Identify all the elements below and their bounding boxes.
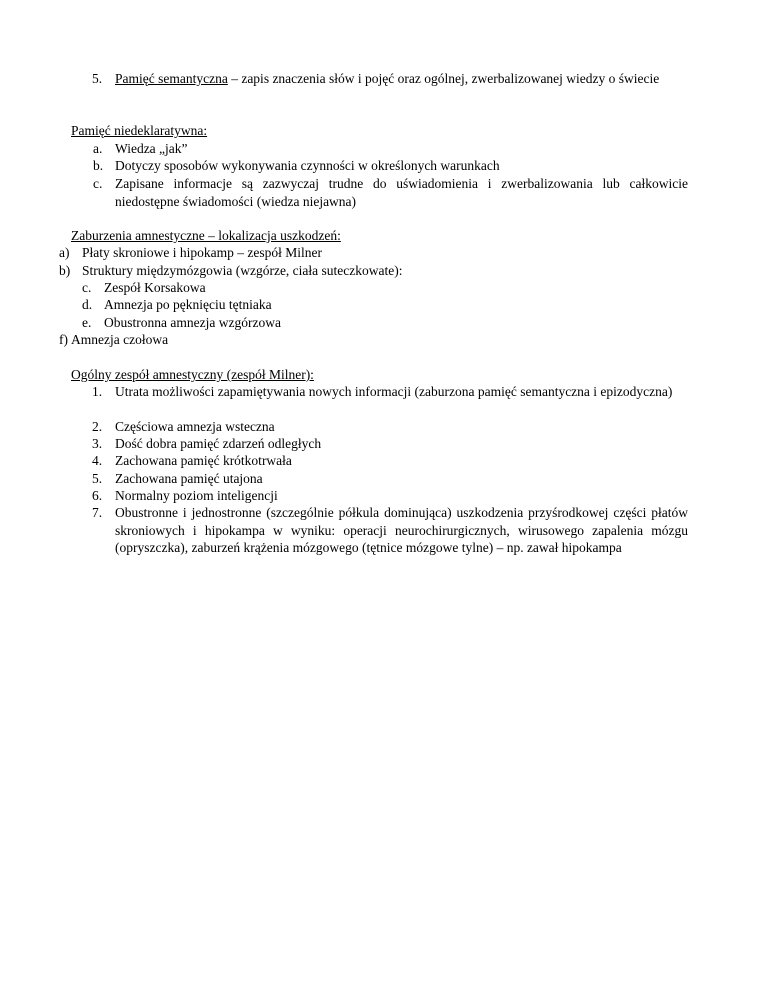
section-heading-amnestic: Zaburzenia amnestyczne – lokalizacja uszkodzeń: xyxy=(71,228,341,243)
list-marker: f) xyxy=(59,332,68,347)
list-item-text: Zapisane informacje są zazwyczaj trudne do uświadomienia i zwerbalizowania lub całkowicie niedostępne świadomości (wiedza niejawna) xyxy=(115,176,688,209)
list-marker: 6. xyxy=(92,488,103,503)
section-heading-milner: Ogólny zespół amnestyczny (zespół Milner): xyxy=(71,367,314,382)
list-item-text: Dotyczy sposobów wykonywania czynności w określonych warunkach xyxy=(115,158,500,173)
list-item-text: Zachowana pamięć krótkotrwała xyxy=(115,453,292,468)
list-marker: 1. xyxy=(92,384,103,399)
list-item-text: Utrata możliwości zapamiętywania nowych informacji (zaburzona pamięć semantyczna i epizodyczna) xyxy=(115,384,673,399)
list-marker: d. xyxy=(82,297,93,312)
list-item-text xyxy=(115,70,688,88)
list-marker: 2. xyxy=(92,419,103,434)
list-item-text: Wiedza „jak” xyxy=(115,141,188,156)
list-marker: 5. xyxy=(92,71,103,86)
list-item-text: Obustronna amnezja wzgórzowa xyxy=(104,315,281,330)
term-semantic-memory: Pamięć semantyczna xyxy=(115,71,228,86)
list-marker: c. xyxy=(82,280,92,295)
list-item-text: Amnezja czołowa xyxy=(71,332,169,347)
list-marker: 7. xyxy=(92,505,103,520)
list-item-text: Struktury międzymózgowia (wzgórze, ciała suteczkowate): xyxy=(82,263,403,278)
list-marker: 4. xyxy=(92,453,103,468)
list-marker: e. xyxy=(82,315,92,330)
list-marker: a. xyxy=(93,141,103,156)
list-marker: c. xyxy=(93,176,103,191)
list-item-text: Normalny poziom inteligencji xyxy=(115,488,278,503)
list-item-text: Częściowa amnezja wsteczna xyxy=(115,419,275,434)
section-heading-nondeclarative: Pamięć niedeklaratywna: xyxy=(71,123,208,138)
list-item-text: Amnezja po pęknięciu tętniaka xyxy=(104,297,272,312)
list-marker: 3. xyxy=(92,436,103,451)
list-item-text: Zespół Korsakowa xyxy=(104,280,206,295)
term-definition: – zapis znaczenia słów i pojęć oraz ogólnej, zwerbalizowanej wiedzy o świecie xyxy=(227,71,660,86)
list-item-text: Zachowana pamięć utajona xyxy=(115,471,263,486)
list-marker: b. xyxy=(93,158,104,173)
list-item-text: Obustronne i jednostronne (szczególnie półkula dominująca) uszkodzenia przyśrodkowej części płatów skroniowych i hipokampa w wyniku: operacji neurochirurgicznych, wirusowego zapalenia mózgu (opryszczka), zaburzeń krążenia mózgowego (tętnice mózgowe tylne) – np. zawał hipokampa xyxy=(115,505,688,556)
list-item-text: Dość dobra pamięć zdarzeń odległych xyxy=(115,436,322,451)
list-marker: 5. xyxy=(92,471,103,486)
list-marker: b) xyxy=(59,263,71,278)
list-marker: a) xyxy=(59,245,70,260)
list-item-text: Płaty skroniowe i hipokamp – zespół Milner xyxy=(82,245,322,260)
